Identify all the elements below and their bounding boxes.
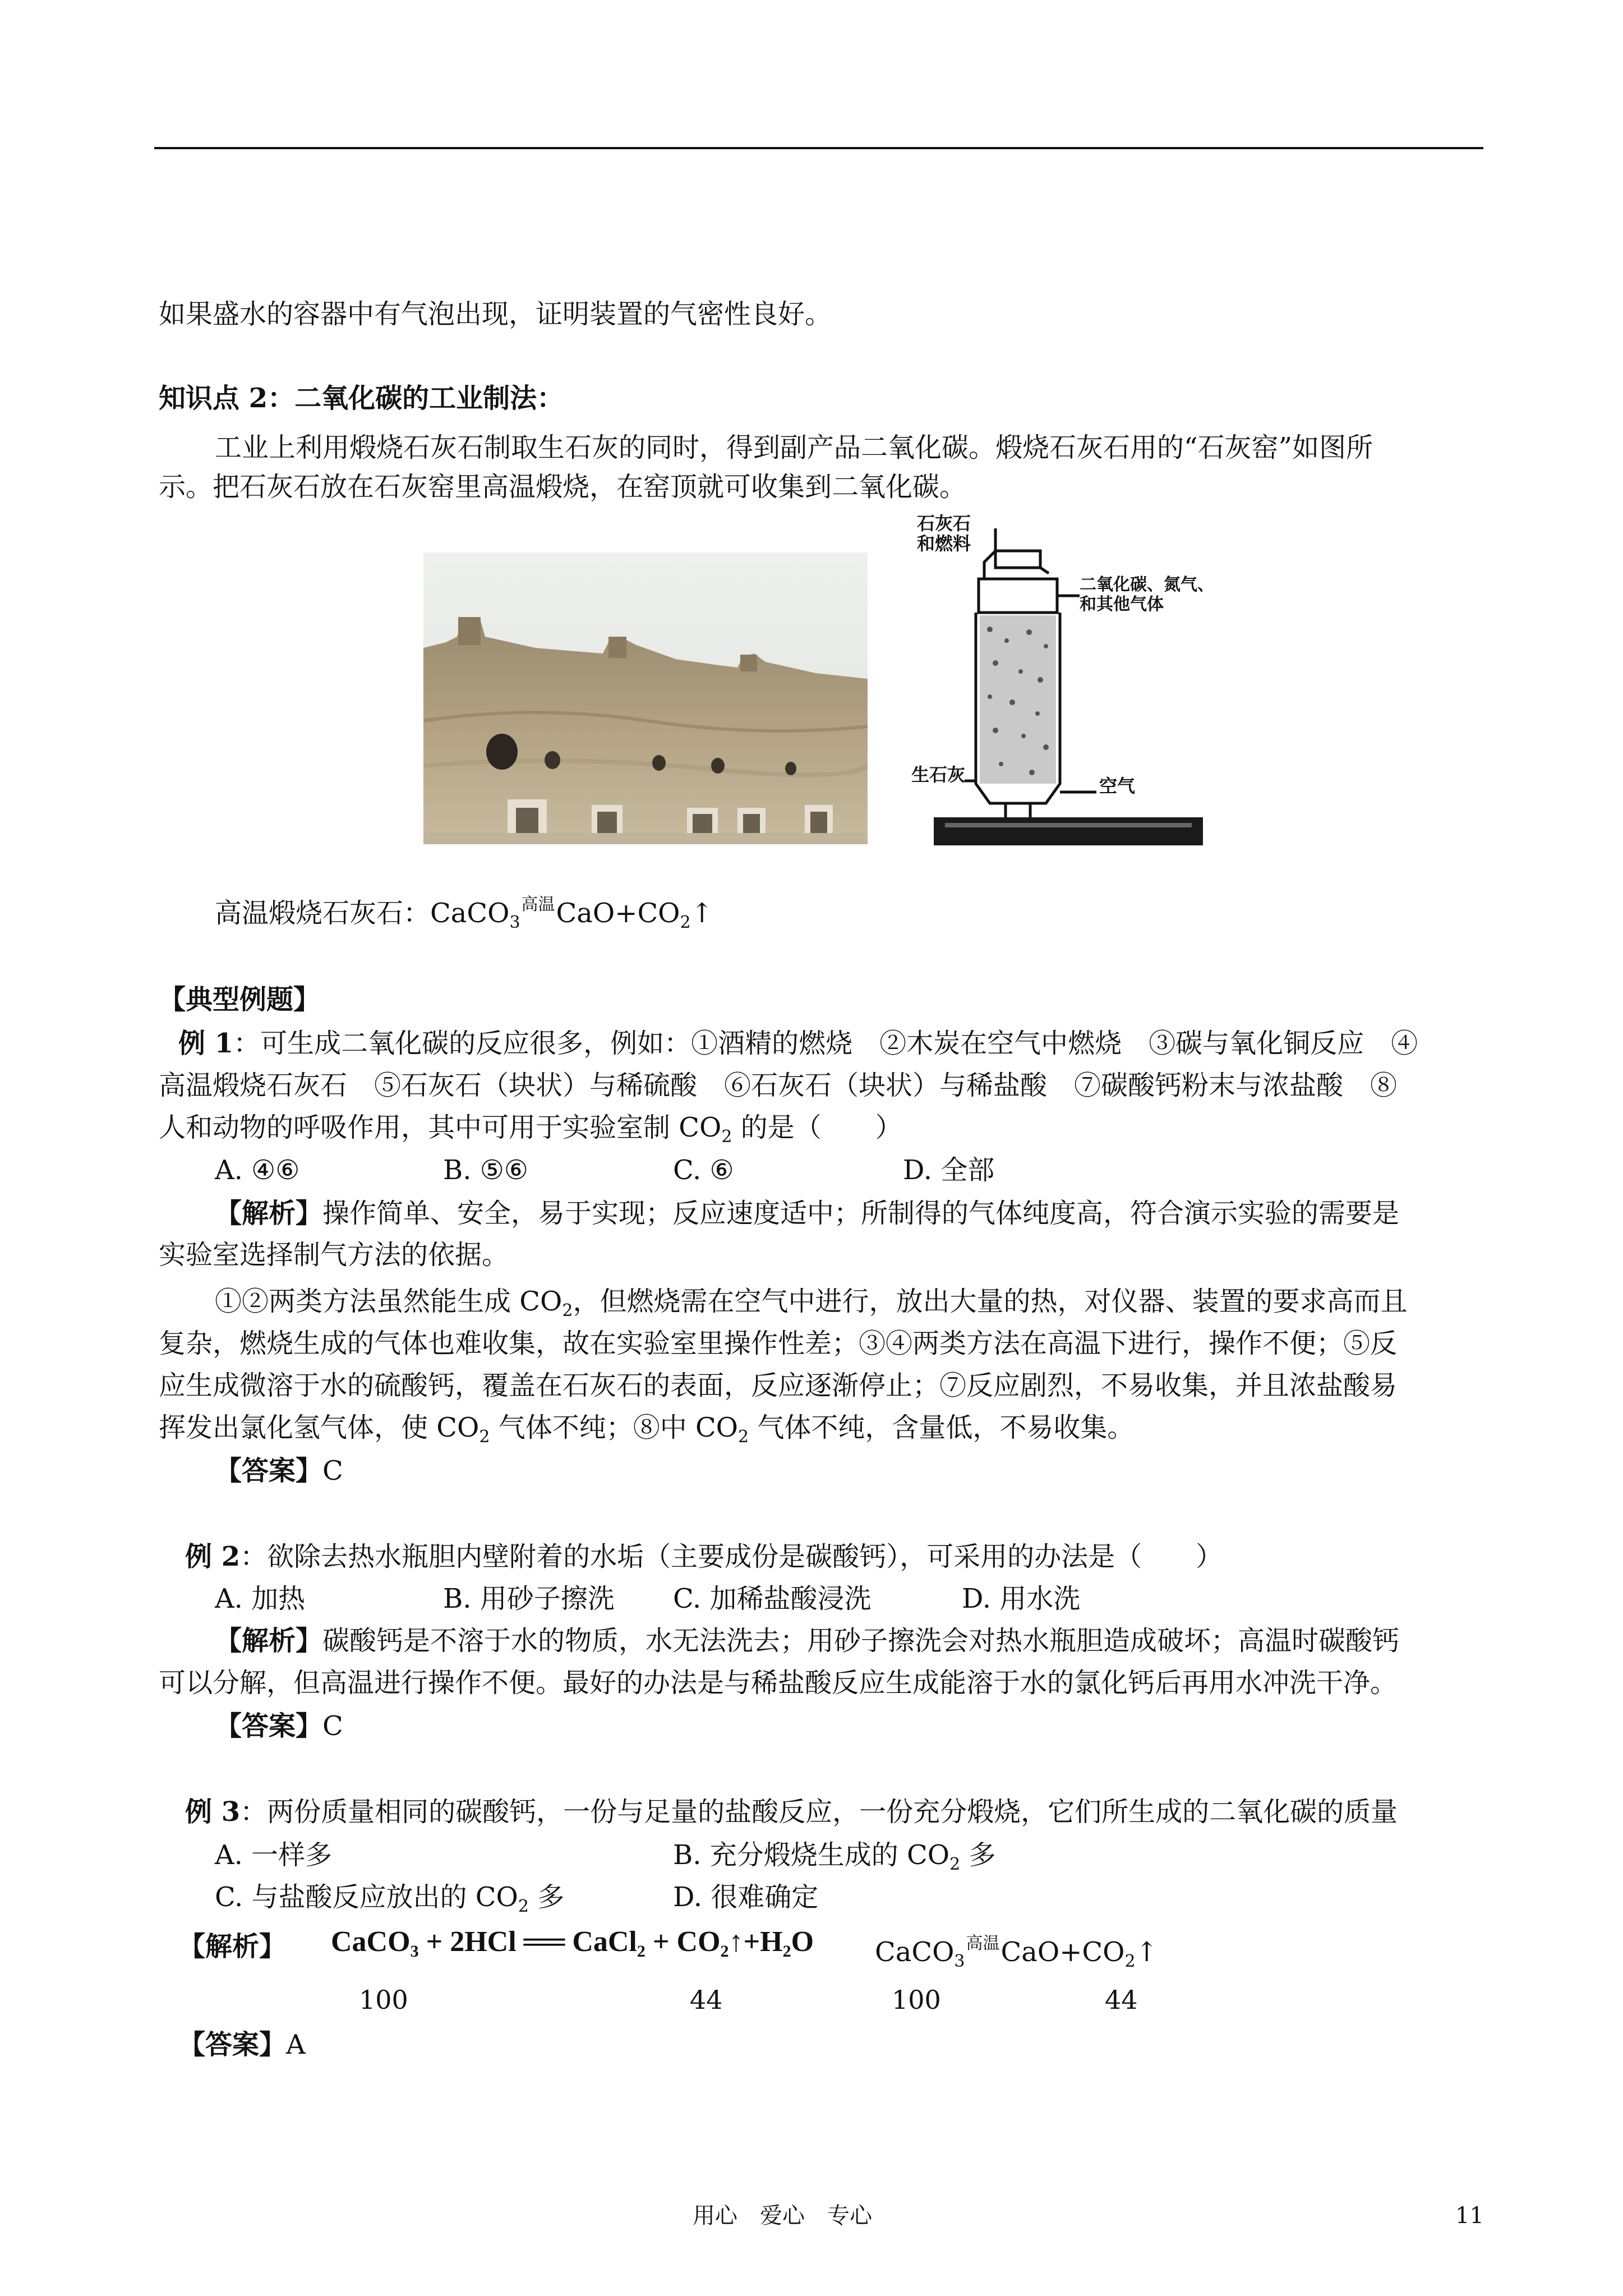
ex1-option-b: B. ⑤⑥	[443, 1154, 528, 1186]
ex1-answer: 【答案】C	[215, 1455, 343, 1487]
ex2-analysis-line1: 【解析】碳酸钙是不溶于水的物质，水无法洗去；用砂子擦洗会对热水瓶胆造成破坏；高温时碳酸钙	[215, 1625, 1400, 1657]
kp2-text-line1: 工业上利用煅烧石灰石制取生石灰的同时，得到副产品二氧化碳。煅烧石灰石用的“石灰窑”如图所	[215, 432, 1373, 463]
ex3-mass-1: 100	[359, 1985, 408, 2015]
page-number: 11	[1455, 2203, 1484, 2229]
ex3-analysis-label: 【解析】	[178, 1931, 287, 1962]
ex2-option-d: D. 用水洗	[962, 1583, 1081, 1614]
ex1-option-d: D. 全部	[903, 1154, 995, 1186]
section-title: 【典型例题】	[159, 984, 321, 1015]
diagram-label-top-1: 石灰石	[917, 513, 971, 534]
ex3-line1: 例 3：两份质量相同的碳酸钙，一份与足量的盐酸反应，一份充分煅烧，它们所生成的二氧化碳的质量	[185, 1796, 1398, 1828]
ex1-line2: 高温煅烧石灰石 ⑤石灰石（块状）与稀硫酸 ⑥石灰石（块状）与稀盐酸 ⑦碳酸钙粉末与浓盐酸 ⑧	[159, 1070, 1398, 1101]
paragraph-continue: 如果盛水的容器中有气泡出现，证明装置的气密性良好。	[159, 298, 832, 330]
diagram-label-right-bottom: 空气	[1099, 775, 1136, 797]
ex3-option-b: B. 充分煅烧生成的 $CO_2$ 多	[673, 1839, 996, 1874]
footer-motto: 用心 爱心 专心	[693, 2203, 872, 2229]
ex2-option-b: B. 用砂子擦洗	[443, 1583, 615, 1614]
ex3-mass-3: 100	[892, 1985, 941, 2015]
ex1-analysis-line1: 【解析】操作简单、安全，易于实现；反应速度适中；所制得的气体纯度高，符合演示实验的需要是	[215, 1198, 1400, 1229]
lime-kiln-diagram	[911, 512, 1225, 848]
ex1-line1: 例 1：可生成二氧化碳的反应很多，例如：①酒精的燃烧 ②木炭在空气中燃烧 ③碳与氧化铜反应 ④	[178, 1028, 1418, 1059]
equation-calcination: 高温煅烧石灰石：CaCO$_3$高温$CaO+CO_2↑$	[215, 895, 713, 932]
kp2-heading: 知识点 2：二氧化碳的工业制法：	[159, 383, 564, 414]
ex1-line3: 人和动物的呼吸作用，其中可用于实验室制 $CO_2$ 的是（ ）	[159, 1112, 902, 1147]
ex2-option-c: C. 加稀盐酸浸洗	[673, 1583, 872, 1614]
ex2-line1: 例 2：欲除去热水瓶胆内壁附着的水垢（主要成份是碳酸钙），可采用的办法是（ ）	[185, 1541, 1223, 1572]
ex3-answer: 【答案】A	[178, 2029, 306, 2060]
ex2-answer: 【答案】C	[215, 1710, 343, 1742]
ex1-detail-line3: 应生成微溶于水的硫酸钙，覆盖在石灰石的表面，反应逐渐停止；⑦反应剧烈，不易收集，并且浓盐酸易	[159, 1370, 1398, 1401]
diagram-label-right-1: 二氧化碳、氮气、	[1080, 575, 1214, 595]
ex3-equation-calcination: CaCO$_3$高温$CaO+CO_2↑$	[875, 1934, 1158, 1971]
header-rule	[154, 147, 1483, 149]
diagram-label-left-bottom: 生石灰	[911, 764, 966, 785]
ex2-option-a: A. 加热	[215, 1583, 306, 1614]
ex3-equation-acid: CaCO$_3$ + 2HCl ══ CaCl$_2$ + $CO_2↑+H_2O$	[331, 1926, 814, 1961]
ex1-option-a: A. ④⑥	[215, 1154, 300, 1186]
ex3-mass-2: 44	[690, 1985, 723, 2015]
lime-kiln-photo	[423, 553, 868, 844]
ex1-detail-line4: 挥发出氯化氢气体，使 $CO_2$ 气体不纯；⑧中 $CO_2$ 气体不纯，含量低，不易收集。	[159, 1412, 1135, 1447]
ex1-detail-line1: ①②两类方法虽然能生成 $CO_2$，但燃烧需在空气中进行，放出大量的热，对仪器、装置的要求高而且	[215, 1286, 1408, 1320]
ex1-analysis-line2: 实验室选择制气方法的依据。	[159, 1239, 509, 1271]
ex2-analysis-line2: 可以分解，但高温进行操作不便。最好的办法是与稀盐酸反应生成能溶于水的氯化钙后再用水冲洗干净。	[159, 1667, 1398, 1699]
diagram-label-right-2: 和其他气体	[1080, 595, 1164, 614]
ex1-detail-line2: 复杂，燃烧生成的气体也难收集，故在实验室里操作性差；③④两类方法在高温下进行，操作不便；⑤反	[159, 1328, 1398, 1359]
ex3-mass-4: 44	[1105, 1985, 1138, 2015]
kp2-text-line2: 示。把石灰石放在石灰窑里高温煅烧，在窑顶就可收集到二氧化碳。	[159, 471, 967, 503]
diagram-label-top-2: 和燃料	[917, 533, 971, 554]
ex1-option-c: C. ⑥	[673, 1154, 734, 1186]
ex3-option-c: C. 与盐酸反应放出的 $CO_2$ 多	[215, 1881, 565, 1916]
ex3-option-d: D. 很难确定	[673, 1881, 819, 1913]
ex3-option-a: A. 一样多	[215, 1839, 333, 1871]
